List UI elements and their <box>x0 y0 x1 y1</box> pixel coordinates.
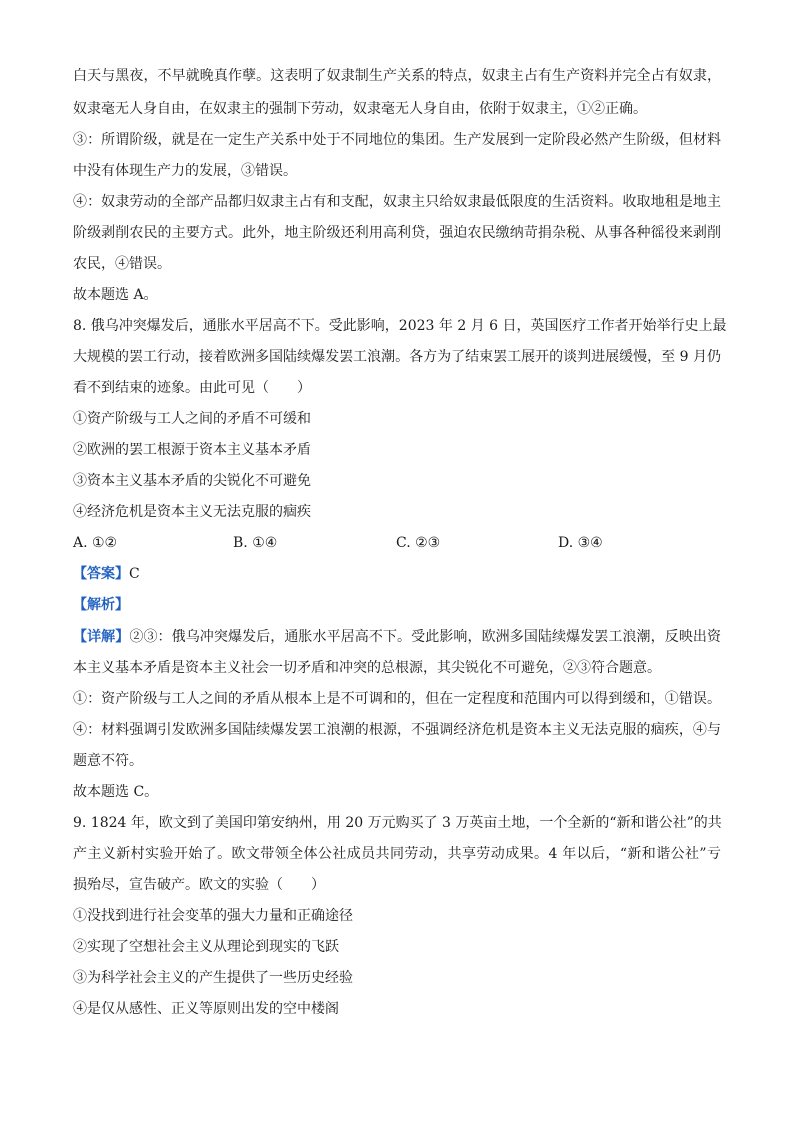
q9-stem-line-3: 损殆尽，宣告破产。欧文的实验（ ） <box>73 877 325 893</box>
prev-analysis-line-5: ④：奴隶劳动的全部产品都归奴隶主占有和支配，奴隶主只给奴隶最低限度的生活资料。收取地租是地主 <box>73 194 721 210</box>
prev-analysis-line-4: 中没有体现生产力的发展，③错误。 <box>73 163 297 179</box>
q9-stem-line-2: 产主义新村实验开始了。欧文带领全体公社成员共同劳动，共享劳动成果。4 年以后，“新和谐公社”亏 <box>73 846 721 862</box>
q8-conclusion: 故本题选 C。 <box>73 784 159 800</box>
q8-answer <box>73 564 721 584</box>
q9-statement-4: ④是仅从感性、正义等原则出发的空中楼阁 <box>73 1001 339 1017</box>
q8-stem-line-1: 8. 俄乌冲突爆发后，通胀水平居高不下。受此影响，2023 年 2 月 6 日，英国医疗工作者开始举行史上最 <box>73 318 727 334</box>
detail-label: 【详解】 <box>73 629 130 645</box>
q8-option-d: D. ③④ <box>558 535 603 551</box>
answer-value: C <box>129 566 140 582</box>
q9-stem-line-1: 9. 1824 年，欧文到了美国印第安纳州，用 20 万元购买了 3 万英亩土地，一个全新的“新和谐公社”的共 <box>73 815 722 831</box>
q8-statement-1: ①资产阶级与工人之间的矛盾不可缓和 <box>73 411 311 427</box>
prev-analysis-line-3: ③：所谓阶级，就是在一定生产关系中处于不同地位的集团。生产发展到一定阶段必然产生阶级，但材料 <box>73 132 721 148</box>
q8-stem-line-2: 大规模的罢工行动，接着欧洲多国陆续爆发罢工浪潮。各方为了结束罢工展开的谈判进展缓慢，至 9 月仍 <box>73 349 721 365</box>
q8-detail-line-1 <box>73 627 721 647</box>
q8-detail-line-3: ①：资产阶级与工人之间的矛盾从根本上是不可调和的，但在一定程度和范围内可以得到缓和，①错误。 <box>73 691 721 707</box>
q8-option-b: B. ①④ <box>233 535 278 551</box>
prev-analysis-line-6: 阶级剥削农民的主要方式。此外，地主阶级还利用高利贷，强迫农民缴纳苛捐杂税、从事各种徭役来剥削 <box>73 225 721 241</box>
q9-statement-1: ①没找到进行社会变革的强大力量和正确途径 <box>73 908 353 924</box>
q8-statement-3: ③资本主义基本矛盾的尖锐化不可避免 <box>73 473 311 489</box>
detail-text-1: ②③：俄乌冲突爆发后，通胀水平居高不下。受此影响，欧洲多国陆续爆发罢工浪潮，反映出资 <box>129 629 722 645</box>
prev-analysis-line-7: 农民，④错误。 <box>73 256 171 272</box>
q8-statement-4: ④经济危机是资本主义无法克服的痼疾 <box>73 504 311 520</box>
q8-statement-2: ②欧洲的罢工根源于资本主义基本矛盾 <box>73 442 311 458</box>
q9-statement-3: ③为科学社会主义的产生提供了一些历史经验 <box>73 970 353 986</box>
q9-statement-2: ②实现了空想社会主义从理论到现实的飞跃 <box>73 939 339 955</box>
prev-analysis-line-1: 白天与黑夜，不早就晚真作孽。这表明了奴隶制生产关系的特点，奴隶主占有生产资料并完全占有奴隶， <box>73 68 721 84</box>
answer-label: 【答案】 <box>73 566 129 582</box>
q8-analysis-heading <box>73 595 721 615</box>
q8-option-c: C. ②③ <box>396 535 441 551</box>
analysis-label: 【解析】 <box>73 597 129 613</box>
q8-detail-line-4: ④：材料强调引发欧洲多国陆续爆发罢工浪潮的根源，不强调经济危机是资本主义无法克服的痼疾，④与 <box>73 722 721 738</box>
q8-option-a: A. ①② <box>73 535 118 551</box>
prev-conclusion: 故本题选 A。 <box>73 287 158 303</box>
prev-analysis-line-2: 奴隶毫无人身自由，在奴隶主的强制下劳动，奴隶毫无人身自由，依附于奴隶主，①②正确。 <box>73 101 647 117</box>
q8-detail-line-2: 本主义基本矛盾是资本主义社会一切矛盾和冲突的总根源，其尖锐化不可避免，②③符合题意。 <box>73 660 661 676</box>
q8-stem-line-3: 看不到结束的迹象。由此可见（ ） <box>73 380 311 396</box>
q8-detail-line-5: 题意不符。 <box>73 753 143 769</box>
